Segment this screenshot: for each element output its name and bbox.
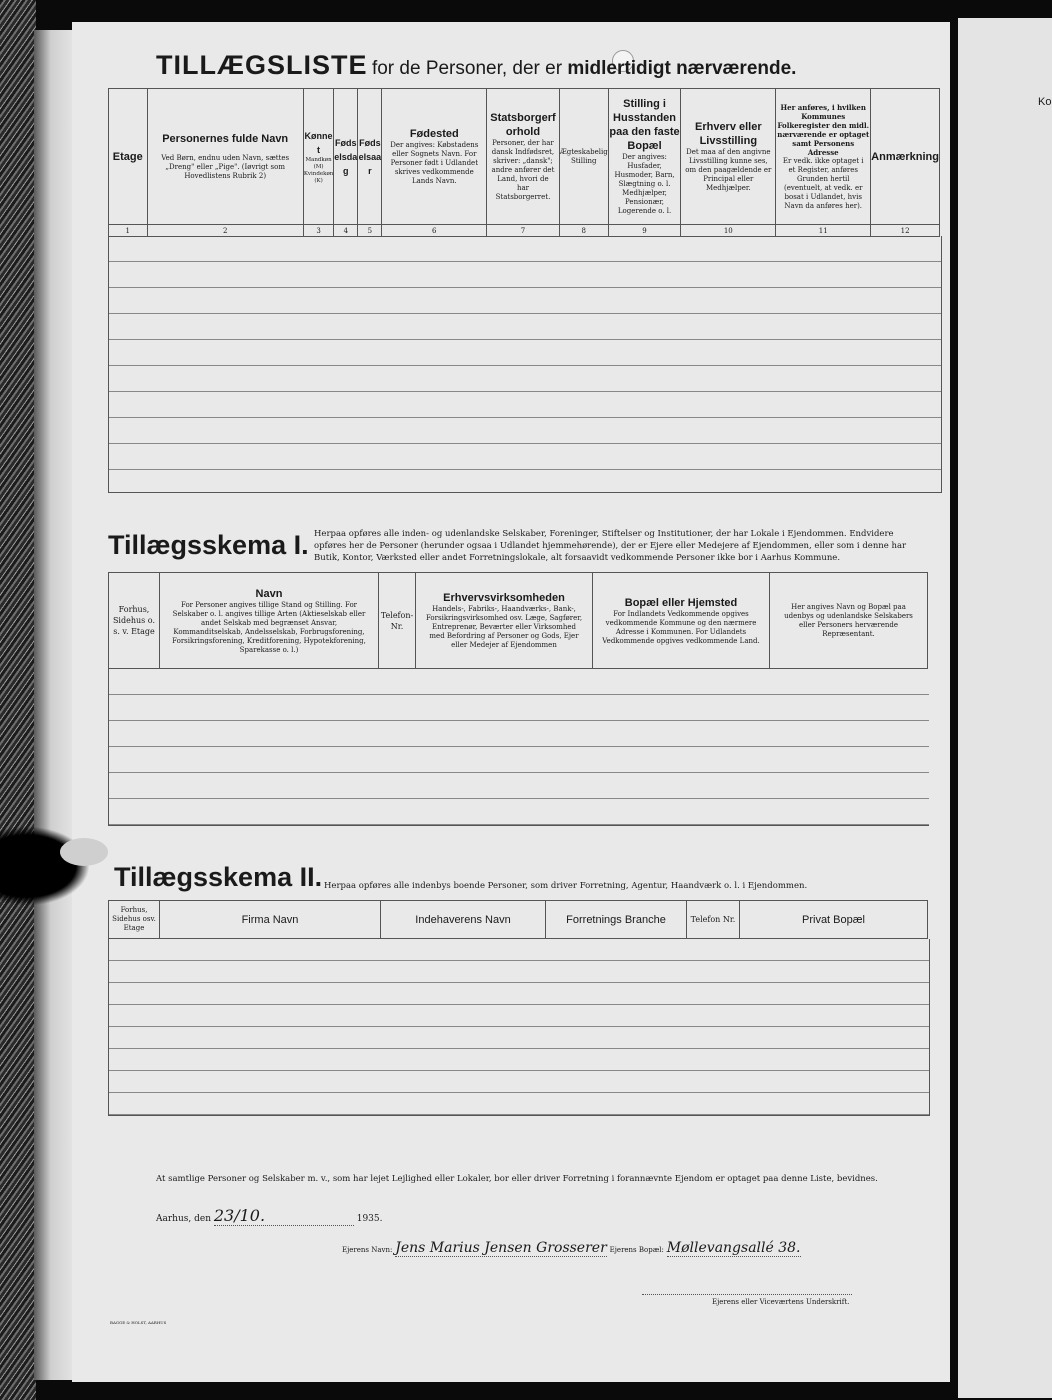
document-page <box>72 22 950 1382</box>
owner-name-handwritten: Jens Marius Jensen Grosserer <box>395 1240 607 1256</box>
col-aegteskab-header: Ægteskabelig Stilling <box>559 89 608 225</box>
skema1-title: Tillægsskema I. <box>108 530 309 560</box>
skema2-rows <box>108 939 930 1116</box>
page-stack-edge <box>34 30 76 1380</box>
col-navn-header: Personernes fulde Navn Ved Børn, endnu uden Navn, sættes „Dreng" eller „Pige". (Iøvrigt som Hovedlistens Rubrik 2) <box>147 89 303 225</box>
tillaegsliste-rows <box>108 236 942 493</box>
owner-name-label: Ejerens Navn: <box>342 1246 393 1254</box>
owner-address-label: Ejerens Bopæl: <box>609 1246 664 1254</box>
s2-col-indehaver: Indehaverens Navn <box>381 901 546 939</box>
s2-col-telefon: Telefon Nr. <box>687 901 740 939</box>
col-statsborger-header: Statsborgerforhold Personer, der har dansk Indfødsret, skriver: „dansk"; andre anfører det Land, hvori de har Statsborgerret. <box>487 89 560 225</box>
col-folkeregister-header: Her anføres, i hvilken Kommunes Folkeregister den midl. nærværende er optaget samt Personens Adresse Er vedk. ikke optaget i et Register, anføres Grunden hertil (eventuelt, at vedk. er bosat i Udlandet, hvis Navn da anføres her). <box>776 89 871 225</box>
col-stilling-header: Stilling i Husstanden paa den faste Bopæl Der angives: Husfader, Husmoder, Barn, Slægtning o. l. Medhjælper, Pensionær, Logerende o. l. <box>608 89 681 225</box>
thumb-highlight <box>60 838 108 866</box>
s1-col-erhverv: Erhvervsvirksomheden Handels-, Fabriks-, Haandværks-, Bank-, Forsikringsvirksomhed osv. Læge, Sagfører, Entreprenør, Beværter eller Virksomhed med Befordring af Personer og Gods, Ejer eller Medejer af Ejendommen <box>416 573 593 669</box>
col-koen-header: Kønnet Mandkøn (M) Kvindekøn (K) <box>303 89 333 225</box>
page-title <box>156 50 796 81</box>
skema2-table <box>108 900 928 939</box>
date-handwritten: 23/10. <box>213 1206 266 1225</box>
s1-col-etage: Forhus, Sidehus o. s. v. Etage <box>109 573 160 669</box>
signature-label: Ejerens eller Viceværtens Underskrift. <box>712 1298 850 1306</box>
title-sub: for de Personer, der er <box>371 58 563 79</box>
adjacent-page-text: Ko <box>1038 96 1052 108</box>
skema1-description: Herpaa opføres alle inden- og udenlandske Selskaber, Foreninger, Stiftelser og Institutioner, der har Lokale i Ejendommen. Endvidere opføres her de Personer (herunder ogsaa i Udlandet hjemmehørende), der er Ejere eller Medejere af Ejendommen, eller som i denne har Butik, Kontor, Værksted eller andet Forretningslokale, alt forsaavidt vedkommende Personer ikke bor i Aarhus Kommune. <box>314 529 907 563</box>
owner-line <box>342 1240 801 1257</box>
title-main: TILLÆGSLISTE <box>156 50 368 80</box>
col-erhverv-header: Erhverv eller Livsstilling Det maa af den angivne Livsstilling kunne ses, om den paagældende er Principal eller Medhjælper. <box>681 89 776 225</box>
col-foedselsaar-header: Fødselsaar <box>358 89 382 225</box>
owner-address-handwritten: Møllevangsallé 38. <box>666 1240 801 1256</box>
title-bold: midlertidigt nærværende. <box>567 58 797 79</box>
s1-col-telefon: Telefon-Nr. <box>379 573 416 669</box>
printer-mark: BAGGE & HOLST, AARHUS <box>110 1320 167 1325</box>
date-line <box>156 1206 383 1226</box>
skema1-table <box>108 572 928 669</box>
skema1-rows <box>108 669 929 826</box>
s2-col-privat-bopael: Privat Bopæl <box>740 901 928 939</box>
date-place: Aarhus, den <box>156 1214 211 1224</box>
s2-col-branche: Forretnings Branche <box>546 901 687 939</box>
col-foedselsdag-header: Fødselsdag <box>334 89 358 225</box>
col-anmaerkning-header: Anmærkning <box>871 89 940 225</box>
attestation-statement: At samtlige Personer og Selskaber m. v., som har lejet Lejlighed eller Lokaler, bor eller driver Forretning i forannævnte Ejendom er optaget paa denne Liste, bevidnes. <box>156 1174 878 1184</box>
adjacent-page <box>958 18 1052 1398</box>
s1-col-navn: Navn For Personer angives tillige Stand og Stilling. For Selskaber o. l. angives tillige Arten (Aktieselskab eller andet Selskab med begrænset Ansvar, Kommanditselskab, Andelsselskab, Forbrugsforening, Forsikringsforening, Kreditforening, Hypotekforening, Sparekasse o. l.) <box>160 573 379 669</box>
col-etage-header: Etage <box>109 89 148 225</box>
signature-line <box>642 1294 852 1295</box>
s2-col-etage: Forhus, Sidehus osv. Etage <box>109 901 160 939</box>
col-foedested-header: Fødested Der angives: Købstadens eller Sognets Navn. For Personer født i Udlandet skrives vedkommende Lands Navn. <box>382 89 487 225</box>
date-year: 1935. <box>356 1214 383 1224</box>
skema2-description: Herpaa opføres alle indenbys boende Personer, som driver Forretning, Agentur, Haandværk o. l. i Ejendommen. <box>324 881 808 891</box>
tillaegsliste-table: Etage Personernes fulde Navn Ved Børn, endnu uden Navn, sættes „Dreng" eller „Pige". (Iøvrigt som Hovedlistens Rubrik 2) Kønnet Mandkøn (M) Kvindekøn (K) Fødselsdag Fødselsaar Fødested Der angives: Købstadens eller Sognets Navn. For Personer født i Udlandet skrives vedkommende Lands Navn. Statsborgerforhold Personer, der har dansk Indfødsret, skriver: „dansk"; andre anfører det Land, hvori de har Statsborgerret. Ægteskabelig Stilling Stilling i Husstanden paa den faste Bopæl Der angives: Husfader, Husmoder, Barn, Slægtning o. l. Medhjælper, Pensionær, Logerende o. l. Erhverv eller Livsstilling Det maa af den angivne Livsstilling kunne ses, om den paagældende er Principal eller Medhjælper. Her anføres, i hvilken Kommunes Folkeregister den midl. nærværende er optaget samt Personens Adresse Er vedk. ikke optaget i et Register, anføres Grunden hertil (eventuelt, at vedk. er bosat i Udlandet, hvis Navn da anføres her). Anmærkning 1 2 3 4 5 6 7 8 9 10 11 12 <box>108 88 940 237</box>
skema2-title: Tillægsskema II. <box>114 862 323 892</box>
s2-col-firma: Firma Navn <box>160 901 381 939</box>
book-binding <box>0 0 36 1400</box>
s1-col-repraesentant: Her angives Navn og Bopæl paa udenbys og udenlandske Selskabers eller Personers herværende Repræsentant. <box>770 573 928 669</box>
s1-col-bopael: Bopæl eller Hjemsted For Indlandets Vedkommende opgives vedkommende Kommune og den nærmere Adresse i Kommunen. For Udlandets Vedkommende opgives vedkommende Land. <box>593 573 770 669</box>
